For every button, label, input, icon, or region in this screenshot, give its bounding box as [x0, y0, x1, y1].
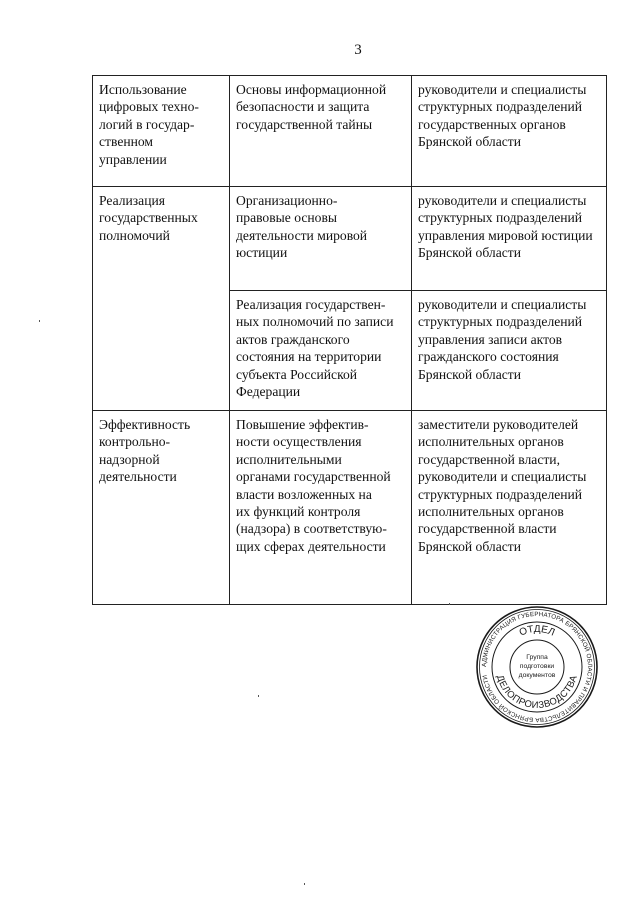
cell-line: ных полномочий по записи [236, 314, 394, 330]
cell-line: Брянской области [418, 366, 521, 382]
cell-line: Реализация [99, 193, 165, 208]
cell-line: (надзора) в соответствую- [236, 521, 387, 537]
cell-line: управлении [99, 151, 167, 167]
cell-line: исполнительными [236, 451, 342, 467]
table-row [93, 411, 607, 605]
cell-line: субъекта Российской [236, 366, 358, 382]
cell-line: безопасности и защита [236, 99, 370, 115]
cell-line: ности осуществления [236, 434, 362, 450]
audience-cell [412, 291, 607, 411]
cell-line: органами государственной [236, 469, 391, 485]
page-number: 3 [354, 42, 362, 58]
stamp-center-line: Группа [526, 654, 548, 661]
cell-line: заместители руководителей [418, 417, 579, 432]
cell-line: власти возложенных на [236, 486, 372, 502]
cell-line: государственной власти [418, 521, 557, 537]
cell-line: Основы информационной [236, 82, 387, 97]
cell-line: цифровых техно- [99, 99, 199, 115]
stamp-middle-bottom-text [494, 674, 580, 712]
cell-line: состояния на территории [236, 349, 382, 365]
stamp-middle-bottom-textpath: ДЕЛОПРОИЗВОДСТВА [494, 673, 580, 712]
program-cell [230, 291, 412, 411]
cell-line: структурных подразделений [418, 210, 583, 226]
cell-line: Реализация государствен- [236, 297, 386, 312]
table-row [93, 76, 607, 187]
cell-line: руководители и специалисты [418, 469, 587, 485]
cell-line: Брянской области [418, 134, 521, 150]
cell-line: контрольно- [99, 434, 171, 450]
cell-line: исполнительных органов [418, 434, 564, 450]
cell-line: государственной тайны [236, 116, 373, 132]
topic-cell [93, 187, 230, 411]
seal-stamp [474, 604, 600, 730]
program-cell [230, 411, 412, 605]
cell-line: государственных органов [418, 116, 566, 132]
scan-speck [304, 883, 305, 885]
program-cell [230, 76, 412, 187]
program-cell [230, 187, 412, 291]
scan-speck [258, 695, 259, 697]
stamp-center-line: подготовки [519, 663, 555, 670]
cell-line: деятельности [99, 469, 177, 485]
cell-line: Федерации [236, 384, 301, 400]
topic-cell [93, 76, 230, 187]
cell-line: структурных подразделений [418, 486, 583, 502]
cell-line: управления мировой юстиции [418, 227, 593, 243]
cell-line: деятельности мировой [236, 227, 368, 243]
cell-line: логий в государ- [99, 116, 195, 132]
scan-speck [39, 320, 40, 322]
cell-line: руководители и специалисты [418, 82, 587, 97]
cell-line: структурных подразделений [418, 99, 583, 115]
scan-speck [449, 603, 450, 605]
cell-line: щих сферах деятельности [236, 538, 386, 554]
audience-cell [412, 76, 607, 187]
cell-line: ственном [99, 134, 154, 150]
table-row [93, 187, 607, 291]
cell-line: Брянской области [418, 245, 521, 261]
cell-line: руководители и специалисты [418, 193, 587, 208]
cell-line: исполнительных органов [418, 504, 564, 520]
cell-line: полномочий [99, 227, 170, 243]
cell-line: управления записи актов [418, 331, 563, 347]
audience-cell [412, 187, 607, 291]
cell-line: Использование [99, 82, 187, 97]
cell-line: гражданского состояния [418, 349, 559, 365]
cell-line: юстиции [236, 245, 288, 261]
cell-line: структурных подразделений [418, 314, 583, 330]
cell-line: их функций контроля [236, 504, 361, 520]
topic-cell [93, 411, 230, 605]
cell-line: Брянской области [418, 538, 521, 554]
cell-line: Повышение эффектив- [236, 417, 369, 432]
stamp-center-line: документов [518, 672, 556, 679]
cell-line: Организационно- [236, 193, 338, 208]
stamp-outer-textpath: АДМИНИСТРАЦИЯ ГУБЕРНАТОРА БРЯНСКОЙ ОБЛАСТИ И ПРАВИТЕЛЬСТВА БРЯНСКОЙ ОБЛАСТИ [480, 610, 594, 724]
cell-line: надзорной [99, 451, 160, 467]
cell-line: руководители и специалисты [418, 297, 587, 312]
cell-line: Эффективность [99, 417, 191, 432]
cell-line: актов гражданского [236, 331, 350, 347]
cell-line: государственных [99, 210, 198, 226]
audience-cell [412, 411, 607, 605]
stamp-middle-top-text [518, 624, 556, 639]
stamp-middle-top-textpath: ОТДЕЛ [517, 623, 557, 639]
cell-line: правовые основы [236, 210, 338, 226]
cell-line: государственной власти, [418, 451, 560, 467]
document-table [92, 75, 607, 605]
